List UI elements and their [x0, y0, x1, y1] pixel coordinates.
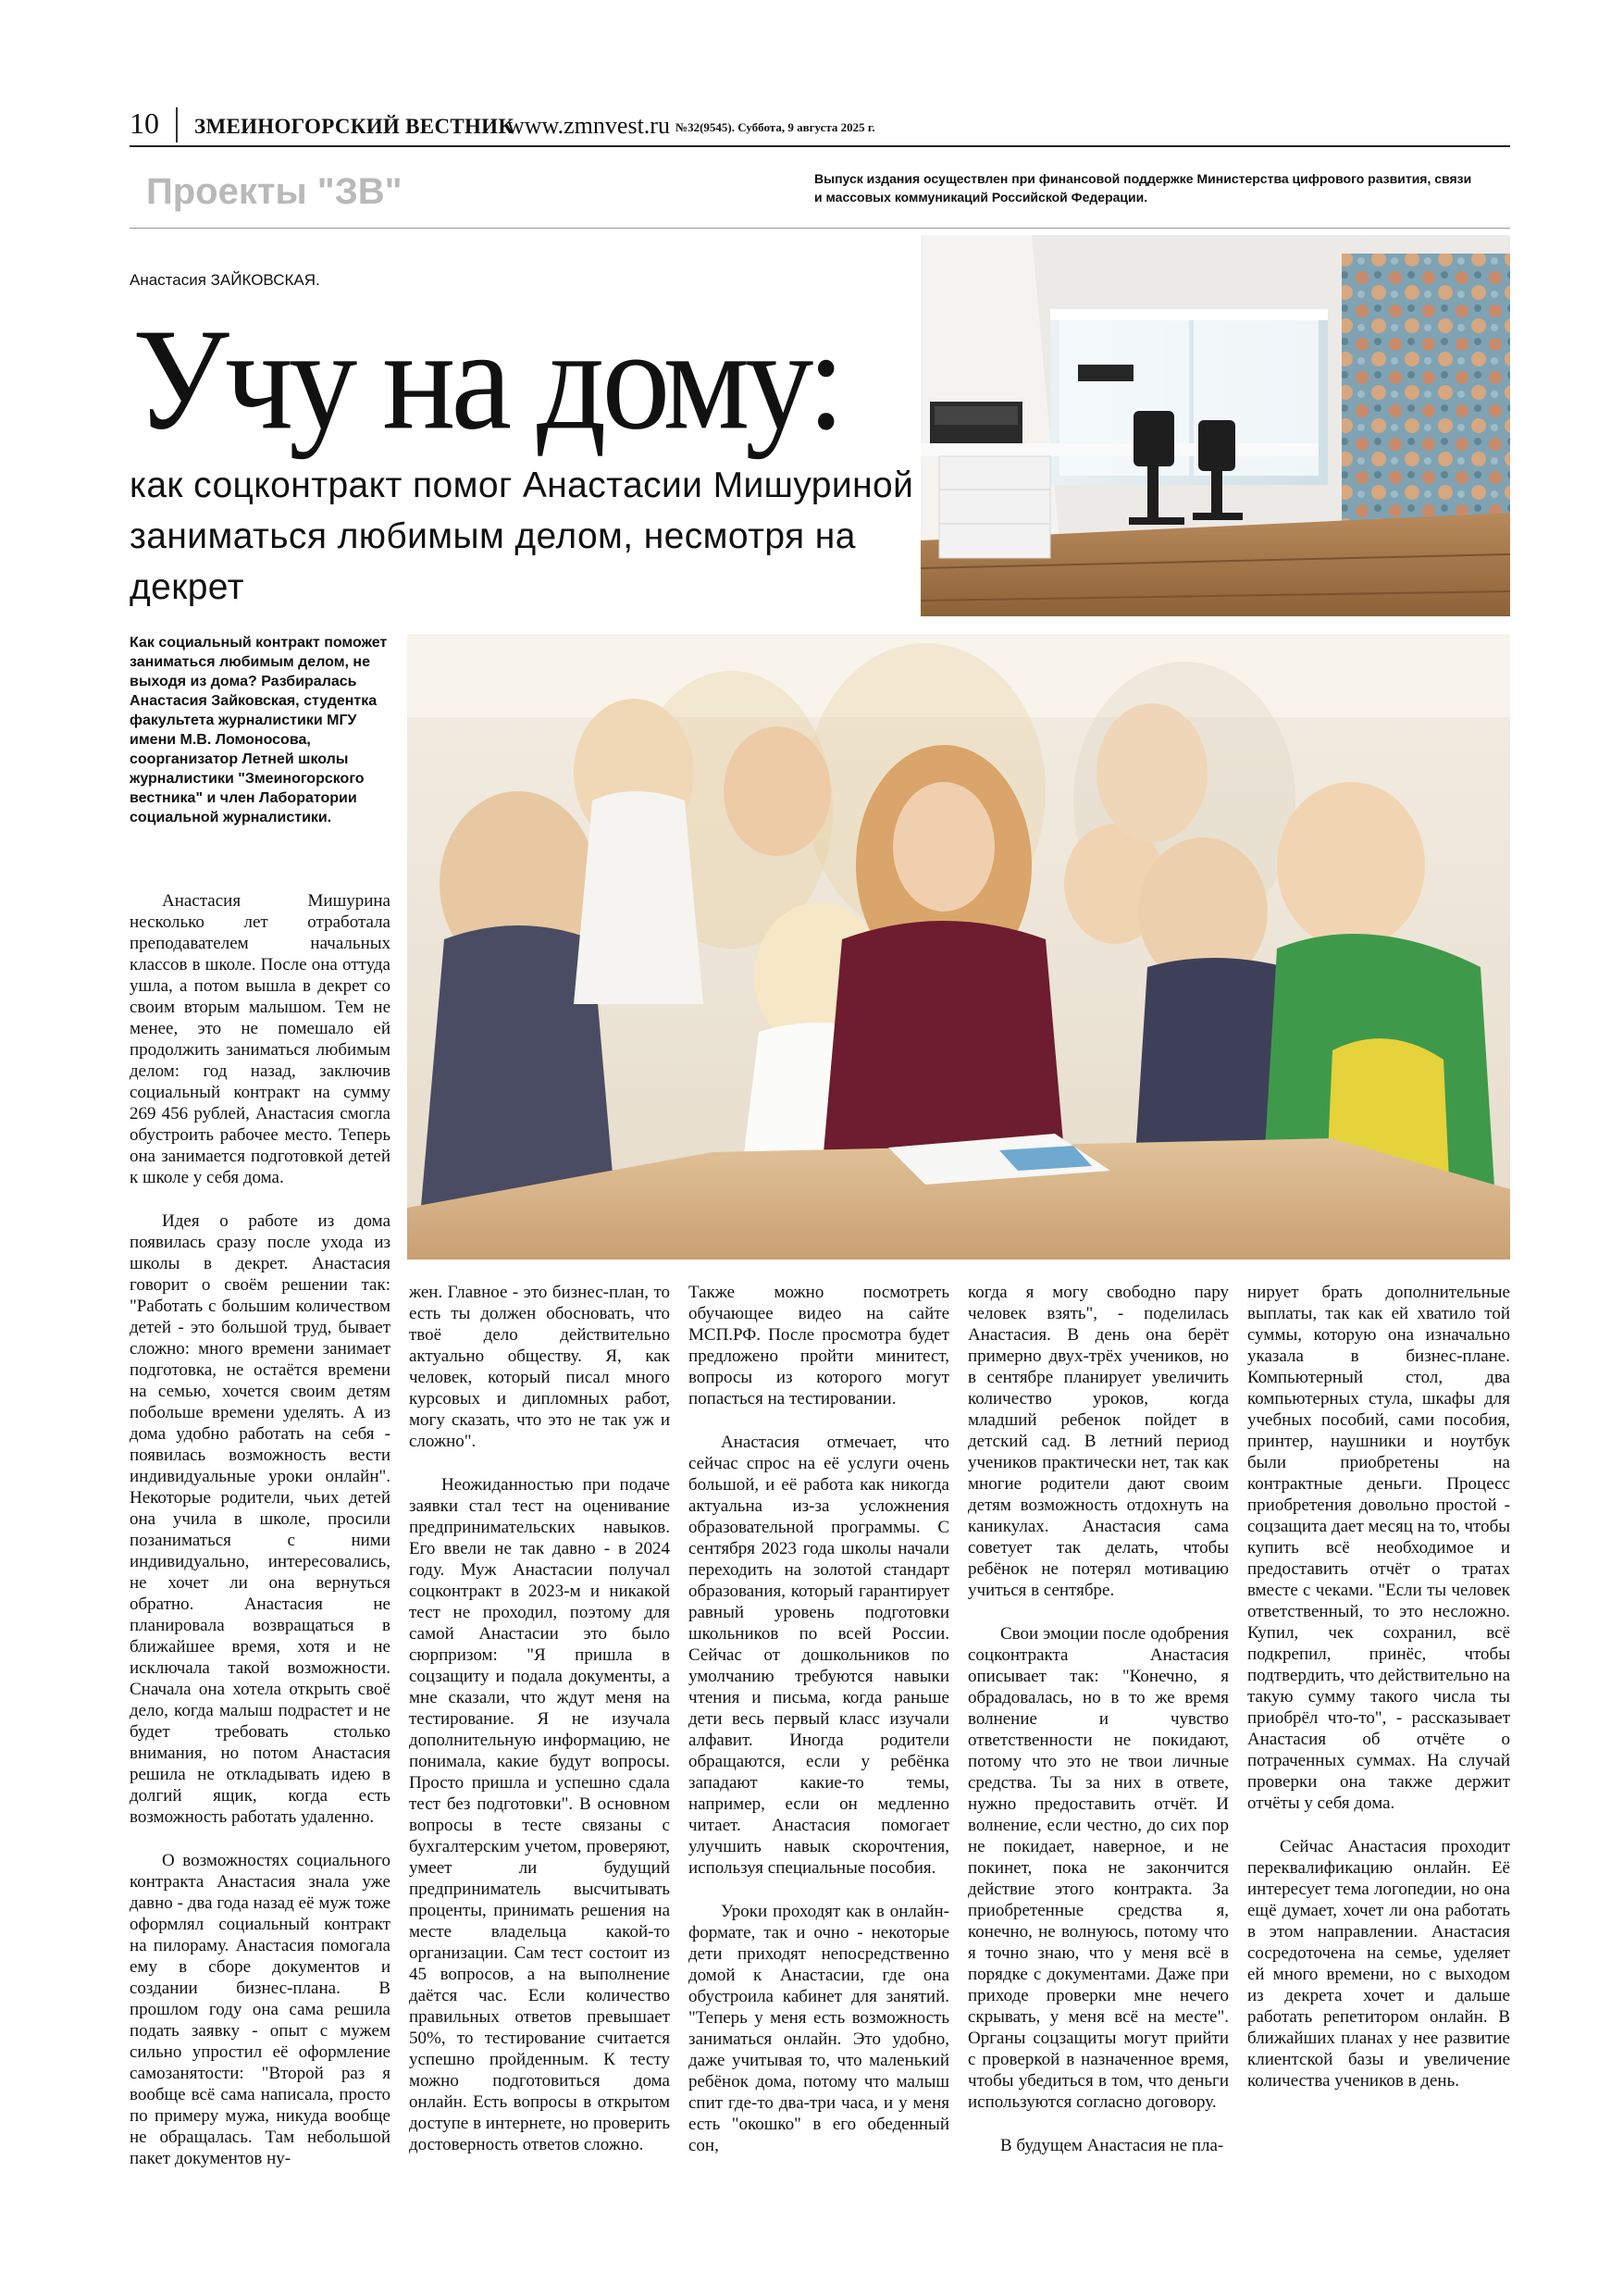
- issue-info: №32(9545). Суббота, 9 августа 2025 г.: [675, 120, 875, 134]
- article-lead: Как социальный контракт поможет заниматься любимым делом, не выходя из дома? Разбиралась Анастасия Зайковская, студентка факультета журналистики МГУ имени М.В. Ломоносова, соорганизатор Летней школы журналистики "Змеиногорского вестника" и член Лаборатории социальной журналистики.: [130, 635, 388, 825]
- workplace-photo: [921, 235, 1510, 616]
- page-number: 10: [130, 106, 159, 140]
- article-column-3: [688, 1282, 949, 2156]
- article-column-5: [1247, 1282, 1510, 2091]
- paragraph: когда я могу свободно пару человек взять", - поделилась Анастасия. В день она берёт примерно двух-трёх учеников, но в сентябре планирует увеличить количество уроков, когда младший ребенок пойдет в детский сад. В летний период учеников практически нет, так как многие родители дают своим детям возможность отдохнуть на каникулах. Анастасия сама советует так делать, чтобы ребёнок не потерял мотивацию учиться в сентябре.: [968, 1283, 1229, 1600]
- paragraph: жен. Главное - это бизнес-план, то есть ты должен обосновать, что твоё дело действительно актуально обществу. Я, как человек, который писал много курсовых и дипломных работ, могу сказать, что это не так уж и сложно".: [409, 1283, 670, 1451]
- paragraph: нирует брать дополнительные выплаты, так как ей хватило той суммы, которую она изначально указала в бизнес-плане. Компьютерный стол, два компьютерных стула, шкафы для учебных пособий, сами пособия, принтер, наушники и ноутбук были приобретены на контрактные деньги. Процесс приобретения довольно простой - соцзащита дает месяц на то, чтобы купить всё необходимое и предоставить отчёт о тратах вместе с чеками. "Если ты человек ответственный, то это несложно. Купил, чек сохранил, всё подкрепил, принёс, чтобы подтвердить, что действительно на такую сумму такого числа ты приобрёл что-то", - рассказывает Анастасия об отчёте о потраченных суммах. На случай проверки она также держит отчёты у себя дома.: [1247, 1283, 1510, 1813]
- paragraph: Идея о работе из дома появилась сразу после ухода из школы в декрет. Анастасия говорит о своём решении так: "Работать с большим количеством детей - это большой труд, бывает сложно: много времени занимает подготовка, не остаётся времени на семью, хочется своим детям побольше времени уделять. А из дома удобно работать на себя - появилась возможность вести индивидуальные уроки онлайн". Некоторые родители, чьих детей она учила в школе, просили позаниматься с ними индивидуально, интересовались, не хочет ли она вернуться обратно. Анастасия не планировала возвращаться в ближайшее время, хотя и не исключала такой возможности. Сначала она хотела открыть своё дело, когда малыш подрастет и не будет требовать столько внимания, но потом Анастасия решила не откладывать идею в долгий ящик, когда есть возможность работать удаленно.: [130, 1211, 390, 1827]
- paragraph: Анастасия отмечает, что сейчас спрос на её услуги очень большой, и её работа как никогда актуальна из-за усложнения образовательной программы. С сентября 2023 года школы начали переходить на золотой стандарт образования, который гарантирует равный уровень подготовки школьников по всей России. Сейчас от дошкольников по умолчанию требуются навыки чтения и письма, когда раньше дети весь первый класс изучали алфавит. Иногда родители обращаются, если у ребёнка западают какие-то темы, например, если он медленно читает. Анастасия помогает улучшить навык скорочтения, используя специальные пособия.: [688, 1433, 949, 1878]
- section-rule: [130, 228, 1510, 229]
- paragraph: Сейчас Анастасия проходит переквалификацию онлайн. Её интересует тема логопедии, но она ещё думает, хочет ли она работать в этом направлении. Анастасия сосредоточена на семье, уделяет ей много времени, но с выходом из декрета хочет и дальше работать репетитором онлайн. В ближайших планах у нее развитие клиентской базы и увеличение количества учеников в день.: [1247, 1837, 1510, 2091]
- classroom-photo: [407, 634, 1510, 1260]
- paragraph: Анастасия Мишурина несколько лет отработала преподавателем начальных классов в школе. После она оттуда ушла, а потом вышла в декрет со своим вторым малышом. Тем не менее, это не помешало ей продолжить заниматься любимым делом: год назад, заключив социальный контракт на сумму 269 456 рублей, Анастасия смогла обустроить рабочее место. Теперь она занимается подготовкой детей к школе у себя дома.: [130, 891, 390, 1187]
- paragraph: Неожиданностью при подаче заявки стал тест на оценивание предпринимательских навыков. Его ввели не так давно - в 2024 году. Муж Анастасии получал соцконтракт в 2023-м и никакой тест не проходил, поэтому для самой Анастасии это было сюрпризом: "Я пришла в соцзащиту и подала документы, а мне сказали, что ждут меня на тестирование. Я не изучала дополнительную информацию, не понимала, какие будут вопросы. Просто пришла и успешно сдала тест без подготовки". В основном вопросы в тесте связаны с бухгалтерским учетом, проверяют, умеет ли будущий предприниматель высчитывать проценты, принимать решения на месте владельца какой-то организации. Сам тест состоит из 45 вопросов, а на выполнение даётся час. Если количество правильных ответов превышает 50%, то тестирование считается успешно пройденным. К тесту можно подготовиться дома онлайн. Есть вопросы в открытом доступе в интернете, но проверить достоверность ответов сложно.: [409, 1475, 670, 2154]
- paragraph: Уроки проходят как в онлайн-формате, так и очно - некоторые дети приходят непосредственно домой к Анастасии, где она обустроила кабинет для занятий. "Теперь у меня есть возможность заниматься онлайн. Это удобно, даже учитывая то, что маленький ребёнок дома, потому что малыш спит где-то два-три часа, и у меня есть "окошко" в его обеденный сон,: [688, 1902, 949, 2155]
- article-column-2: [409, 1282, 670, 2155]
- rubric-title: Проекты "ЗВ": [146, 171, 403, 212]
- paragraph: О возможностях социального контракта Анастасия знала уже давно - два года назад её муж тоже оформлял социальный контракт на пилораму. Анастасия помогала ему в сборе документов и создании бизнес-плана. В прошлом году она сама решила подать заявку - опыт с мужем сильно упростил её оформление самозанятости: "Второй раз я вообще всё сама написала, просто по примеру мужа, никуда вообще не обращалась. Там небольшой пакет документов ну-: [130, 1851, 390, 2168]
- paragraph: В будущем Анастасия не пла-: [1000, 2136, 1224, 2155]
- newspaper-name: ЗМЕИНОГОРСКИЙ ВЕСТНИК: [194, 115, 514, 138]
- sponsor-note: Выпуск издания осуществлен при финансовой поддержке Министерства цифрового развития, связи и массовых коммуникаций Российской Федерации.: [814, 171, 1472, 205]
- paragraph: Также можно посмотреть обучающее видео на сайте МСП.РФ. После просмотра будет предложено пройти минитест, вопросы из которого могут попасться на тестировании.: [688, 1283, 949, 1409]
- article-column-1: [130, 890, 390, 2169]
- paragraph: Свои эмоции после одобрения соцконтракта Анастасия описывает так: "Конечно, я обрадовалась, но в то же время волнение и чувство ответственности не покидают, потому что это не твои личные средства. Ты за них в ответе, нужно предоставить отчёт. И волнение, если честно, до сих пор не покидает, наверное, и не покинет, пока не закончится действие этого контракта. За приобретенные средства я, конечно, не волнуюсь, потому что я точно знаю, что у меня всё в порядке с документами. Даже при приходе проверки мне нечего скрывать, у меня всё на месте". Органы соцзащиты могут прийти с проверкой в назначенное время, чтобы убедиться в том, что деньги используются согласно договору.: [968, 1624, 1229, 2112]
- article-subheadline: как соцконтракт помог Анастасии Мишуриной заниматься любимым делом, несмотря на декрет: [130, 465, 914, 607]
- website-link[interactable]: www.zmnvest.ru: [507, 112, 670, 139]
- header-divider: [176, 107, 178, 143]
- author-byline: Анастасия ЗАЙКОВСКАЯ.: [130, 271, 320, 289]
- header-rule: [130, 145, 1510, 147]
- article-headline: Учу на дому:: [132, 299, 841, 461]
- article-column-4: [968, 1282, 1229, 2156]
